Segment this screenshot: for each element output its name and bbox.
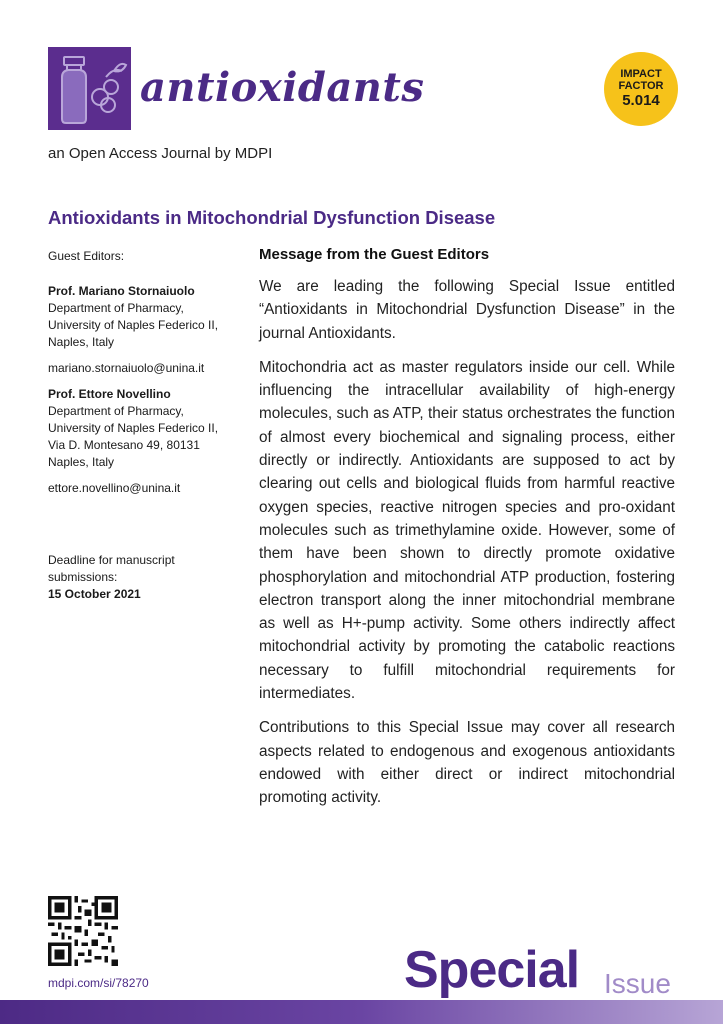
editor-name: Prof. Ettore Novellino <box>48 387 171 401</box>
factor-label: FACTOR <box>618 80 664 92</box>
editor-affiliation-line: University of Naples Federico II, <box>48 421 219 435</box>
editor-affiliation-line: Via D. Montesano 49, 80131 <box>48 438 200 452</box>
editor-affiliation-line: Department of Pharmacy, <box>48 301 184 315</box>
guest-editors-message <box>259 246 675 821</box>
editor-name: Prof. Mariano Stornaiuolo <box>48 284 195 298</box>
editor-affiliation-line: Naples, Italy <box>48 455 115 469</box>
impact-factor-badge <box>604 52 678 126</box>
bottle-berries-icon <box>48 47 131 130</box>
special-issue-link[interactable]: mdpi.com/si/78270 <box>48 976 149 990</box>
editor-affiliation-line: University of Naples Federico II, <box>48 318 219 332</box>
impact-label: IMPACT <box>620 68 662 80</box>
bottom-gradient-bar <box>0 1000 723 1024</box>
message-heading: Message from the Guest Editors <box>259 246 490 263</box>
message-paragraph: We are leading the following Special Issue entitled “Antioxidants in Mitochondrial Dysfunction Disease” in the journal Antioxidants. <box>259 278 675 342</box>
deadline-date: 15 October 2021 <box>48 587 141 601</box>
issue-wordmark: Issue <box>604 968 671 999</box>
journal-tagline: an Open Access Journal by MDPI <box>48 145 273 162</box>
message-paragraph: Contributions to this Special Issue may cover all research aspects related to endogenous and exogenous antioxidants endowed with either direct or indirect mitochondrial promoting activity. <box>259 719 675 807</box>
editor-email[interactable]: mariano.stornaiuolo@unina.it <box>48 361 205 375</box>
journal-name: antioxidants <box>140 64 425 111</box>
qr-code-icon[interactable] <box>48 896 118 966</box>
guest-editors-column <box>48 248 248 603</box>
editor-email[interactable]: ettore.novellino@unina.it <box>48 481 181 495</box>
deadline-label: Deadline for manuscript <box>48 553 175 567</box>
message-paragraph: Mitochondria act as master regulators inside our cell. While influencing the intracellular availability of high-energy molecules, such as ATP, their status orchestrates the function of almost every biochemical and signaling process, either directly or indirectly. Antioxidants are supposed to act by clearing out cells and biological fluids from harmful reactive oxygen species, reactive nitrogen species and pro-oxidant molecules such as trimethylamine oxide. However, some of them have been shown to directly promote oxidative phosphorylation and mitochondrial ATP production, fostering electron transport along the inner mitochondrial membrane as well as H+-pump activity. Some others indirectly affect mitochondrial activity by promoting the catabolic reactions necessary to fulfill mitochondrial requirements for intermediates. <box>259 358 675 703</box>
editor-affiliation-line: Department of Pharmacy, <box>48 404 184 418</box>
impact-factor-value: 5.014 <box>622 92 660 109</box>
deadline-label: submissions: <box>48 570 118 584</box>
journal-logo <box>48 47 131 130</box>
editor-affiliation-line: Naples, Italy <box>48 335 115 349</box>
special-wordmark: Special <box>404 941 580 999</box>
special-issue-title: Antioxidants in Mitochondrial Dysfunction Disease <box>48 207 496 228</box>
guest-editors-label: Guest Editors: <box>48 249 125 263</box>
